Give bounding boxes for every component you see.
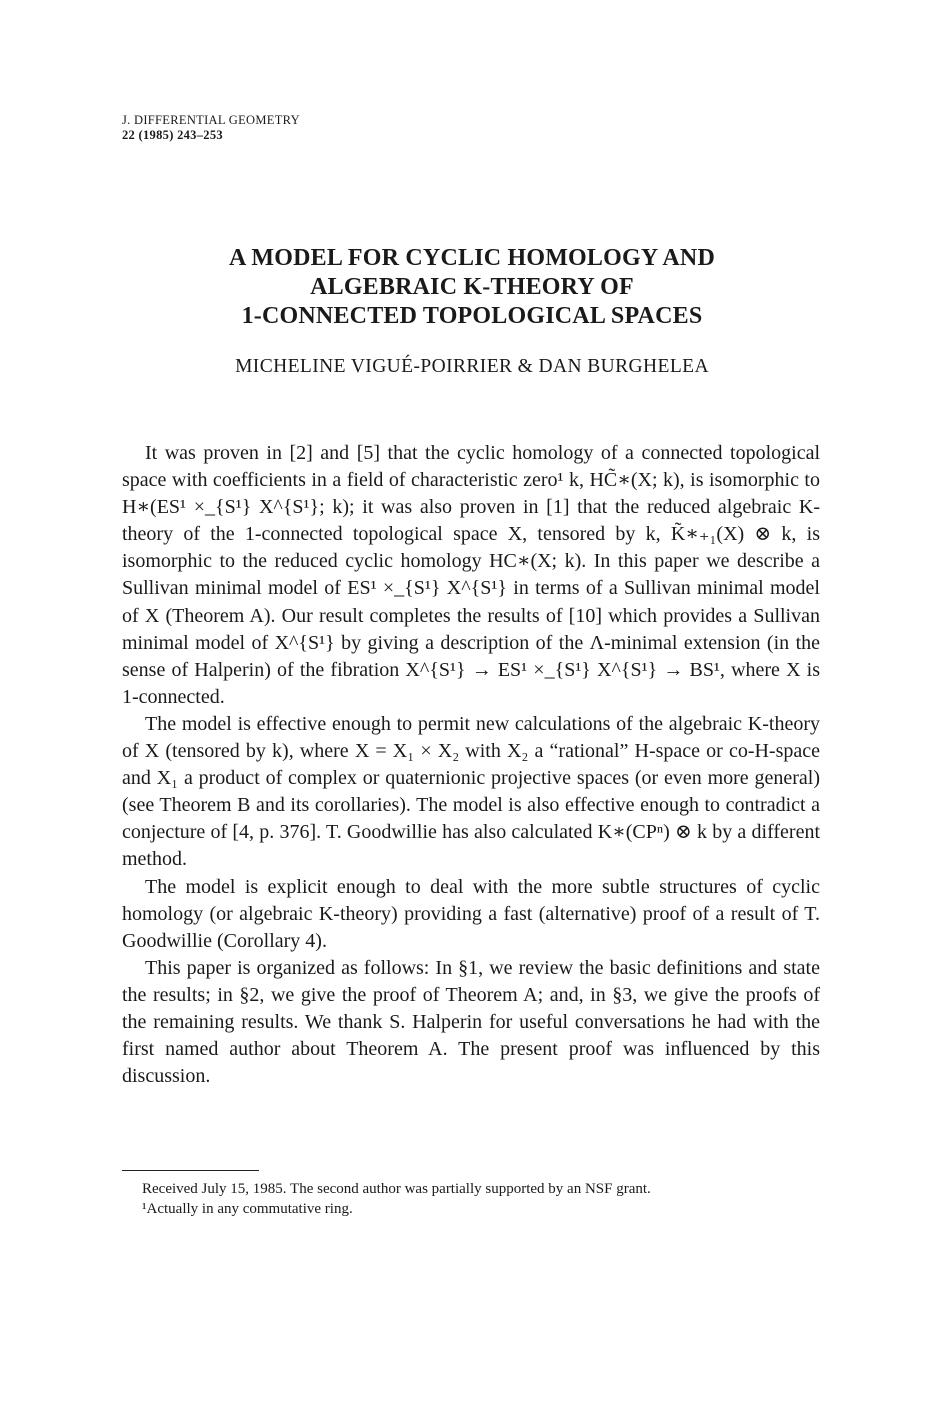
paper-title	[122, 244, 822, 331]
volume-pages: 22 (1985) 243–253	[122, 128, 223, 142]
authors: MICHELINE VIGUÉ-POIRRIER & DAN BURGHELEA	[235, 356, 709, 377]
title-line-1: A MODEL FOR CYCLIC HOMOLOGY AND	[228, 245, 715, 271]
body-text	[122, 440, 820, 1090]
footnote-divider	[122, 1170, 259, 1171]
footnote-1: ¹Actually in any commutative ring.	[142, 1200, 353, 1217]
journal-header	[122, 113, 300, 143]
footnote-received: Received July 15, 1985. The second author was partially supported by an NSF grant.	[142, 1181, 651, 1197]
paragraph-4: This paper is organized as follows: In §1, we review the basic definitions and state the results; in §2, we give the proof of Theorem A; and, in §3, we give the proofs of the remaining results. We thank S. Halperin for useful conversations he had with the first named author about Theorem A. The present proof was influenced by this discussion.	[122, 956, 820, 1088]
title-line-3: 1-CONNECTED TOPOLOGICAL SPACES	[241, 303, 703, 329]
paragraph-3: The model is explicit enough to deal with the more subtle structures of cyclic homology (or algebraic K-theory) providing a fast (alternative) proof of a result of T. Goodwillie (Corollary 4).	[122, 875, 820, 952]
title-line-2: ALGEBRAIC K-THEORY OF	[310, 274, 634, 300]
journal-name: J. DIFFERENTIAL GEOMETRY	[122, 113, 300, 127]
footnotes	[142, 1180, 822, 1219]
paragraph-2: The model is effective enough to permit new calculations of the algebraic K-theory of X (tensored by k), where X = X₁ × X₂ with X₂ a “rational” H-space or co-H-space and X₁ a product of complex or quaternionic projective spaces (or even more general) (see Theorem B and its corollaries). The model is also effective enough to contradict a conjecture of [4, p. 376]. T. Goodwillie has also calculated K∗(CPⁿ) ⊗ k by a different method.	[122, 712, 820, 871]
paragraph-1: It was proven in [2] and [5] that the cyclic homology of a connected topological space with coefficients in a field of characteristic zero¹ k, HC̃∗(X; k), is isomorphic to H∗(ES¹ ×_{S¹} X^{S¹}; k); it was also proven in [1] that the reduced algebraic K-theory of the 1-connected topological space X, tensored by k, K̃∗₊₁(X) ⊗ k, is isomorphic to the reduced cyclic homology HC∗(X; k). In this paper we describe a Sullivan minimal model of ES¹ ×_{S¹} X^{S¹} in terms of a Sullivan minimal model of X (Theorem A). Our result completes the results of [10] which provides a Sullivan minimal model of X^{S¹} by giving a description of the Λ-minimal extension (in the sense of Halperin) of the fibration X^{S¹} → ES¹ ×_{S¹} X^{S¹} → BS¹, where X is 1-connected.	[122, 442, 820, 708]
